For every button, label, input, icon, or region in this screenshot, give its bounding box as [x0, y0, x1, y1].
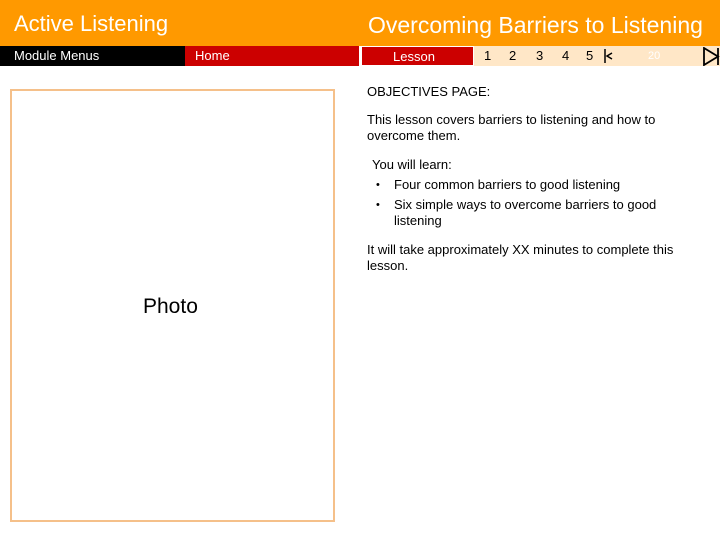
page-4-link[interactable]: 4: [562, 48, 570, 63]
learn-heading: You will learn:: [372, 157, 452, 172]
bullet-marker: •: [376, 179, 380, 191]
home-button[interactable]: [185, 46, 359, 66]
home-label: Home: [195, 48, 230, 63]
page-3-link[interactable]: 3: [536, 48, 544, 63]
list-item: Six simple ways to overcome barriers to good listening: [394, 197, 657, 228]
next-page-icon[interactable]: [702, 47, 720, 66]
lesson-button[interactable]: [361, 46, 474, 66]
intro-text: This lesson covers barriers to listening and how to overcome them.: [367, 112, 656, 143]
page-1-link[interactable]: 1: [484, 48, 492, 63]
app-title: Active Listening: [14, 11, 169, 36]
list-item: Four common barriers to good listening: [394, 177, 621, 192]
time-estimate-text: It will take approximately XX minutes to complete this lesson.: [367, 242, 674, 273]
page-counter: 20: [648, 50, 661, 62]
module-menus-label: Module Menus: [14, 48, 100, 63]
objectives-heading: OBJECTIVES PAGE:: [367, 84, 491, 99]
bullet-marker: •: [376, 199, 380, 211]
previous-page-icon[interactable]: [604, 48, 614, 64]
lesson-label: Lesson: [393, 49, 435, 64]
page-2-link[interactable]: 2: [509, 48, 517, 63]
module-menus-button[interactable]: [0, 46, 185, 66]
lesson-title: Overcoming Barriers to Listening: [368, 12, 703, 38]
photo-label: Photo: [143, 295, 198, 318]
page-5-link[interactable]: 5: [586, 48, 594, 63]
